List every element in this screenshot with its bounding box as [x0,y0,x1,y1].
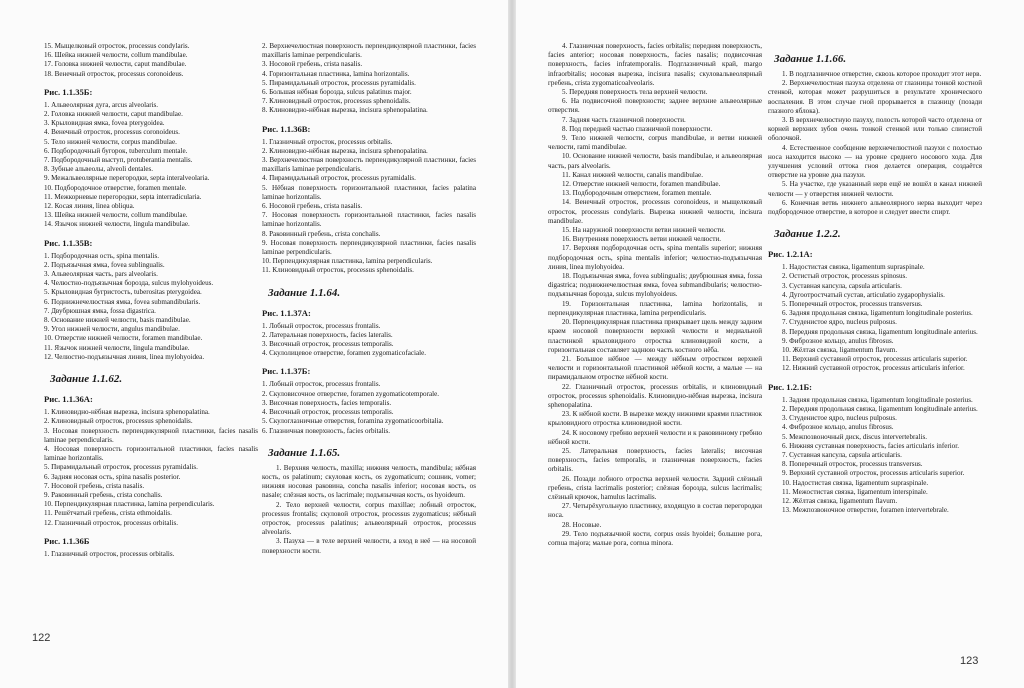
book-gutter [508,0,516,688]
list-item: 18. Подъязычная ямка, fovea sublingualis; двубрюшная ямка, fossa digastrica; поднижнечелюстная ямка, fovea submandibularis; челюстно-подъязычная борозда, sulcus mylohyoideus. [548,272,762,299]
list-item: 11. Язычок нижней челюсти, lingula mandibulae. [44,343,190,352]
task-heading: Задание 1.2.2. [774,228,841,241]
list-item: 9. Фиброзное кольцо, anulus fibrosus. [782,336,894,345]
list-item: 12. Нижний суставной отросток, processus articularis inferior. [782,364,965,373]
list-item: 9. Угол нижней челюсти, angulus mandibulae. [44,325,180,334]
list-item: 14. Венечный отросток, processus coronoideus, и мыщелковый отросток, processus condylaris. Вырезка нижней челюсти, incisura mandibulae. [548,198,762,225]
list-item: 9. Носовая поверхность перпендикулярной пластинки, facies nasalis laminae perpendicularis. [262,238,476,257]
list-item: 5. Скулоглазничные отверстия, foramina zygomaticoorbitalia. [262,417,444,426]
list-item: 20. Перпендикулярная пластинка прикрывает щель между задним краем носовой поверхности верхней челюсти и медиальной пластинкой крыловидного отростка клиновидной кости, а горизонтальная составляет заднюю часть костного нёба. [548,318,762,354]
list-item: 25. Латеральная поверхность, facies lateralis; височная поверхность, facies temporalis, и глазничная поверхность, facies orbitalis. [548,446,762,474]
list-item: 6. Носовой гребень, crista nasalis. [262,202,363,211]
list-item: 5. Поперечный отросток, processus transversus. [782,300,923,309]
text-column-2 [262,42,476,556]
list-item: 16. Внутренняя поверхность ветви нижней челюсти. [562,235,722,244]
list-item: 10. Перпендикулярная пластинка, lamina perpendicularis. [262,257,433,266]
list-item: 2. Клиновидный отросток, processus sphenoidalis. [44,417,193,426]
figure-caption: Рис. 1.1.36Б [44,535,90,546]
list-item: 15. Мыщелковый отросток, processus condylaris. [44,42,190,50]
list-item: 1. Задняя продольная связка, ligamentum longitudinale posterius. [782,395,973,404]
task-heading: Задание 1.1.66. [774,53,847,65]
list-item: 26. Позади лобного отростка верхней челюсти. Задний слёзный гребень, crista lacrimalis posterior; слёзная борозда, sulcus lacrimalis; слёзный крючок, hamulus lacrimalis. [548,474,762,501]
list-item: 4. Венечный отросток, processus coronoideus. [44,128,180,137]
list-item: 9. Раковинный гребень, crista conchalis. [44,490,163,499]
list-item: 9. Тело нижней челюсти, corpus mandibulae, и ветви нижней челюсти, rami mandibulae. [548,134,762,152]
list-item: 6. Поднижнечелюстная ямка, fovea submandibularis. [44,297,201,306]
list-item: 10. Надостистая связка, ligamentum supraspinale. [782,478,929,487]
text-column-4 [768,42,982,515]
list-item: 5. Нёбная поверхность горизонтальной пластинки, facies palatina laminae horizontalis. [262,183,476,201]
list-item: 1. Лобный отросток, processus frontalis. [262,321,381,330]
list-item: 5. Тело нижней челюсти, corpus mandibulae. [44,137,177,146]
list-item: 7. Носовой гребень, crista nasalis. [44,481,145,490]
figure-caption: Рис. 1.1.35Б: [44,86,93,97]
list-item: 3. Крыловидная ямка, fovea pterygoidea. [44,119,165,128]
figure-caption: Рис. 1.2.1А: [768,249,813,260]
list-item: 16. Шейка нижней челюсти, collum mandibulae. [44,51,188,60]
list-item: 1. Верхняя челюсть, maxilla; нижняя челюсть, mandibula; нёбная кость, os palatinum; скуловая кость, os zygomaticum; сошник, vomer; нижняя носовая раковина, concha nasalis inferior; носовая кость, os nasale; слёзная кость, os lacrimale; подъязычная кость, os hyoideum. [262,463,476,500]
list-item: 8. Поперечный отросток, processus transversus. [782,460,923,469]
list-item: 6. Глазничная поверхность, facies orbitalis. [262,426,391,435]
list-item: 9. Межальвеолярные перегородки, septa interalveolaria. [44,174,210,183]
list-item: 7. Носовая поверхность горизонтальной пластинки, facies nasalis laminae horizontalis. [262,211,476,229]
list-item: 6. На подвисочной поверхности; заднее верхние альвеолярные отверстия. [548,97,762,115]
list-item: 1. Клиновидно-нёбная вырезка, incisura sphenopalatina. [44,408,210,417]
list-item: 7. Задняя часть глазничной поверхности. [562,115,686,124]
list-item: 3. Носовая поверхность перпендикулярной пластинки, facies nasalis laminae perpendicularis. [44,426,258,444]
list-item: 7. Суставная капсула, capsula articularis. [782,450,902,459]
list-item: 1. Надостистая связка, ligamentum supraspinale. [782,263,925,272]
list-item: 4. Глазничная поверхность, facies orbitalis; передняя поверхность, facies anterior; носовая поверхность, facies nasalis; подвисочная поверхность, facies infratemporalis. Подглазничный край, margo infraorbitalis; носовая вырезка, incisura nasalis; скуловальвеолярный гребень, crista zygomaticoalveolaris. [548,42,762,87]
list-item: 13. Межпозвоночное отверстие, foramen intervertebrale. [782,506,949,515]
list-item: 12. Отверстие нижней челюсти, foramen mandibulae. [562,180,721,189]
list-item: 10. Подбородочное отверстие, foramen mentale. [44,183,187,192]
list-item: 22. Глазничный отросток, processus orbitalis, и клиновидный отросток, processus sphenoidalis. Клиновидно-нёбная вырезка, incisura sphenopalatina. [548,382,762,409]
list-item: 17. Верхняя подбородочная ость, spina mentalis superior; нижняя подбородочная ость, spina mentalis inferior; челюстно-подъязычная линия, linea mylohyoidea. [548,244,762,271]
list-item: 11. Клиновидный отросток, processus sphenoidalis. [262,266,414,275]
list-item: 8. Раковинный гребень, crista conchalis. [262,229,381,238]
list-item: 2. Подъязычная ямка, fovea sublingualis. [44,260,165,269]
list-item: 13. Подбородочным отверстием, foramen mentale. [562,189,712,198]
list-item: 11. Решётчатый гребень, crista ethmoidalis. [44,509,172,518]
list-item: 19. Горизонтальная пластинка, lamina horizontalis, и перпендикулярная пластинка, lamina perpendicularis. [548,299,762,317]
list-item: 27. Четырёхугольную пластинку, входящую в состав перегородки носа. [548,502,762,520]
list-item: 6. Конечная ветвь нижнего альвеолярного нерва выходит через подбородочное отверстие, в которое и следует ввести спирт. [768,198,982,217]
figure-caption: Рис. 1.1.37Б: [262,366,311,377]
list-item: 2. Верхнечелюстная пазуха отделена от глазницы тонкой костной стенкой, которая может разрушиться в результате хронического воспаления. В этом случае гной прорывается в глазницу (позади глазного яблока). [768,79,982,115]
list-item: 3. Верхнечелюстная поверхность перпендикулярной пластинки, facies maxillaris laminae perpendicularis. [262,156,476,174]
task-heading: Задание 1.1.62. [50,373,123,386]
list-item: 4. Горизонтальная пластинка, lamina horizontalis. [262,69,410,78]
list-item: 10. Основание нижней челюсти, basis mandibulae, и альвеолярная часть, pars alveolaris. [548,152,762,170]
list-item: 3. Височная поверхность, facies temporalis. [262,398,392,407]
list-item: 5. Пирамидальный отросток, processus pyramidalis. [262,78,416,87]
list-item: 6. Нижняя суставная поверхность, facies articularis inferior. [782,441,959,450]
list-item: 8. Клиновидно-нёбная вырезка, incisura sphenopalatina. [262,106,428,115]
list-item: 13. Шейка нижней челюсти, collum mandibulae. [44,211,188,220]
list-item: 8. Передняя продольная связка, ligamentum longitudinale anterius. [782,327,978,336]
list-item: 24. К носовому гребню верхней челюсти и к раковинному гребню нёбной кости. [548,428,762,446]
list-item: 5. На участке, где указанный нерв ещё не вошёл в канал нижней челюсти — у отверстия нижней челюсти. [768,180,982,198]
list-item: 5. Межпозвоночный диск, discus intervertebralis. [782,432,927,441]
list-item: 12. Жёлтая связка, ligamentum flavum. [782,496,898,505]
list-item: 23. К нёбной кости. В вырезке между нижними краями пластинок крыловидного отростка клиновидной кости. [548,410,762,428]
text-column-1 [44,42,258,559]
list-item: 4. Челюстно-подъязычная борозда, sulcus mylohyoideus. [44,279,214,288]
list-item: 3. Пазуха — в теле верхней челюсти, а вход в неё — на носовой поверхности кости. [262,537,476,555]
task-heading: Задание 1.1.64. [268,286,341,299]
list-item: 1. Лобный отросток, processus frontalis. [262,380,381,389]
list-item: 3. Студенистое ядро, nucleus pulposus. [782,414,897,423]
list-item: 7. Студенистое ядро, nucleus pulposus. [782,318,897,327]
list-item: 8. Под передней частью глазничной поверхности. [562,124,713,133]
list-item: 1. Альвеолярная дуга, arcus alveolaris. [44,100,159,109]
list-item: 4. Носовая поверхность горизонтальной пластинки, facies nasalis laminae horizontalis. [44,444,258,463]
list-item: 12. Глазничный отросток, processus orbitalis. [44,518,178,527]
figure-caption: Рис. 1.2.1Б: [768,381,813,392]
figure-caption: Рис. 1.1.36А: [44,394,93,405]
list-item: 3. Альвеолярная часть, pars alveolaris. [44,270,158,279]
list-item: 6. Подбородочный бугорок, tuberculum mentale. [44,146,188,155]
list-item: 29. Тело подъязычной кости, corpus ossis hyoidei; большие рога, cornua majora; малые рога, cornua minora. [548,529,762,547]
list-item: 4. Пирамидальный отросток, processus pyramidalis. [262,174,416,183]
list-item: 4. Скулолицевое отверстие, foramen zygomaticofaciale. [262,349,427,358]
list-item: 2. Латеральная поверхность, facies lateralis. [262,330,393,339]
list-item: 1. В подглазничное отверстие, сквозь которое проходит этот нерв. [782,70,982,78]
figure-caption: Рис. 1.1.36В: [262,123,311,134]
list-item: 11. Верхний суставной отросток, processus articularis superior. [782,355,968,364]
page-number-left: 122 [32,632,51,644]
list-item: 11. Канал нижней челюсти, canalis mandibulae. [562,170,703,179]
list-item: 1. Глазничный отросток, processus orbitalis. [262,137,393,146]
list-item: 8. Зубные альвеолы, alveoli dentales. [44,165,154,174]
list-item: 10. Перпендикулярная пластинка, lamina perpendicularis. [44,500,215,509]
list-item: 4. Фиброзное кольцо, anulus fibrosus. [782,423,894,432]
list-item: 28. Носовые. [562,520,602,529]
list-item: 3. В верхнечелюстную пазуху, полость которой часто отделена от корней верхних зубов очень тонкой стенкой или только слизистой оболочкой. [768,116,982,143]
list-item: 10. Жёлтая связка, ligamentum flavum. [782,346,898,355]
text-column-3 [548,42,762,548]
list-item: 5. Передняя поверхность тела верхней челюсти. [562,88,708,97]
list-item: 5. Пирамидальный отросток, processus pyramidalis. [44,463,198,472]
list-item: 12. Косая линия, linea obliqua. [44,202,135,211]
list-item: 15. На наружной поверхности ветви нижней челюсти. [562,226,726,235]
list-item: 2. Головка нижней челюсти, caput mandibulae. [44,110,183,119]
list-item: 8. Основание нижней челюсти, basis mandibulae. [44,316,191,325]
list-item: 10. Отверстие нижней челюсти, foramen mandibulae. [44,334,203,343]
list-item: 3. Носовой гребень, crista nasalis. [262,60,363,69]
list-item: 2. Скуловисочное отверстие, foramen zygomaticotemporale. [262,389,440,398]
list-item: 1. Подбородочная ость, spina mentalis. [44,251,160,260]
list-item: 14. Язычок нижней челюсти, lingula mandibulae. [44,220,190,229]
list-item: 6. Большая нёбная борозда, sulcus palatinus major. [262,88,412,97]
list-item: 4. Естественное сообщение верхнечелюстной пазухи с полостью носа находится высоко — на уровне среднего носового хода. Для улучшения условий оттока гноя делается операция, создаётся отверстие на уровне дна пазухи. [768,143,982,180]
figure-caption: Рис. 1.1.37А: [262,307,311,318]
list-item: 17. Головка нижней челюсти, caput mandibulae. [44,60,187,69]
list-item: 18. Венечный отросток, processus coronoideus. [44,69,184,78]
list-item: 21. Большое нёбное — между нёбным отростком верхней челюсти и горизонтальной пластинкой нёбной кости, а малые — на пирамидальном отростке нёбной кости. [548,354,762,382]
list-item: 2. Верхнечелюстная поверхность перпендикулярной пластинки, facies maxillaris laminae perpendicularis. [262,42,476,60]
list-item: 12. Челюстно-подъязычная линия, linea mylohyoidea. [44,352,205,361]
list-item: 11. Межостистая связка, ligamentum interspinale. [782,487,928,496]
list-item: 2. Передняя продольная связка, ligamentum longitudinale anterius. [782,404,978,413]
task-heading: Задание 1.1.65. [268,446,341,459]
figure-caption: Рис. 1.1.35В: [44,237,93,248]
list-item: 11. Межкорневые перегородки, septa interradicularia. [44,192,202,201]
list-item: 4. Дугоотростчатый сустав, articulatio zygapophysialis. [782,290,945,299]
list-item: 1. Глазничный отросток, processus orbitalis. [44,549,175,558]
list-item: 9. Верхний суставной отросток, processus articularis superior. [782,469,965,478]
list-item: 6. Задняя носовая ость, spina nasalis posterior. [44,472,181,481]
page-number-right: 123 [960,655,979,667]
list-item: 2. Остистый отросток, processus spinosus. [782,272,908,281]
list-item: 6. Задняя продольная связка, ligamentum longitudinale posterius. [782,309,973,318]
list-item: 2. Тело верхней челюсти, corpus maxillae; лобный отросток, processus frontalis; скуловой отросток, processus zygomaticus; нёбный отросток, processus palatinus; альвеолярный отросток, processus alveolaris. [262,500,476,537]
list-item: 4. Височный отросток, processus temporalis. [262,408,394,417]
list-item: 2. Клиновидно-нёбная вырезка, incisura sphenopalatina. [262,146,428,155]
list-item: 7. Подбородочный выступ, protuberantia mentalis. [44,156,193,165]
list-item: 5. Крыловидная бугристость, tuberositas pterygoidea. [44,288,202,297]
list-item: 3. Височный отросток, processus temporalis. [262,340,394,349]
list-item: 3. Суставная капсула, capsula articularis. [782,281,902,290]
list-item: 7. Двубрюшная ямка, fossa digastrica. [44,306,156,315]
list-item: 7. Клиновидный отросток, processus sphenoidalis. [262,97,411,106]
